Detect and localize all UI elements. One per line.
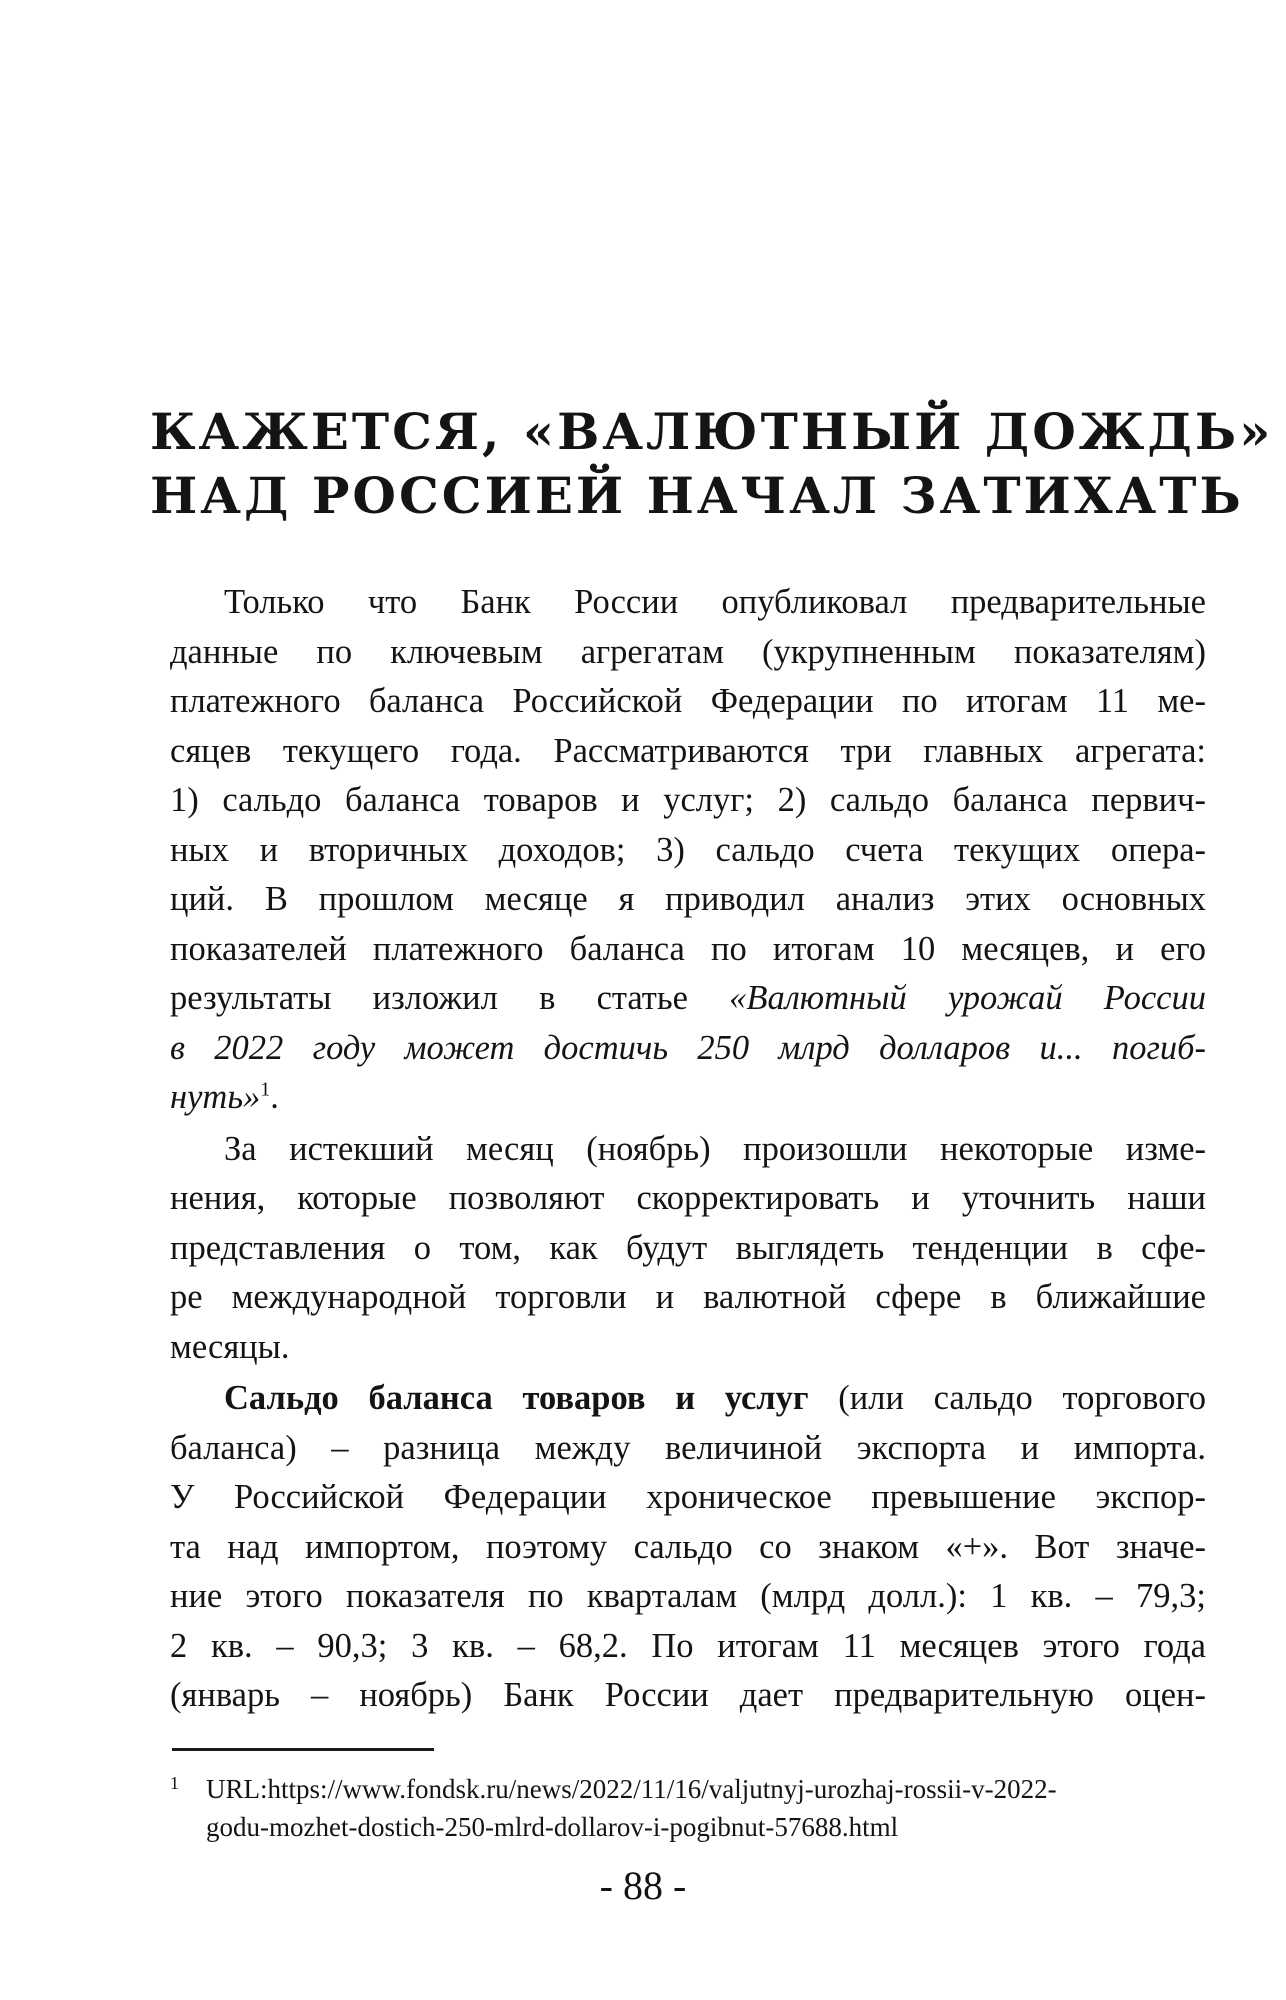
text-line: (январь – ноябрь) Банк России дает предварительную оцен- xyxy=(170,1676,1206,1714)
text-fragment: . xyxy=(270,1078,279,1116)
text-line: ние этого показателя по кварталам (млрд долл.): 1 кв. – 79,3; xyxy=(170,1577,1206,1615)
chapter-title xyxy=(150,400,1274,528)
footnote-url-part-1: URL:https://www.fondsk.ru/news/2022/11/16/valjutnyj-urozhaj-rossii-v-2022- xyxy=(206,1774,1057,1804)
text-line: платежного баланса Российской Федерации по итогам 11 ме- xyxy=(170,682,1206,720)
text-line xyxy=(170,974,1206,1024)
text-line xyxy=(170,1374,1206,1424)
text-line: показателей платежного баланса по итогам 10 месяцев, и его xyxy=(170,929,1206,968)
footnote-url-part-2: godu-mozhet-dostich-250-mlrd-dollarov-i-pogibnut-57688.html xyxy=(206,1812,899,1842)
article-title-italic: «Валютный урожай России xyxy=(729,979,1206,1017)
text-line: 1) сальдо баланса товаров и услуг; 2) сальдо баланса первич- xyxy=(170,781,1206,819)
body-text xyxy=(170,578,1206,1721)
text-line: У Российской Федерации хроническое превышение экспор- xyxy=(170,1478,1206,1516)
article-title-italic: нуть» xyxy=(170,1078,261,1116)
chapter-title-line-2: НАД РОССИЕЙ НАЧАЛ ЗАТИХАТЬ xyxy=(150,466,1244,525)
text-line: 2 кв. – 90,3; 3 кв. – 68,2. По итогам 11 месяцев этого года xyxy=(170,1626,1206,1665)
text-line xyxy=(170,1073,1206,1123)
footnote-divider xyxy=(172,1748,434,1751)
text-line: Только что Банк России опубликовал предварительные xyxy=(224,583,1206,621)
text-line: За истекший месяц (ноябрь) произошли некоторые изме- xyxy=(224,1129,1206,1168)
text-line: ций. В прошлом месяце я приводил анализ этих основных xyxy=(170,880,1206,918)
text-fragment: результаты изложил в статье xyxy=(170,979,730,1017)
text-line: баланса) – разница между величиной экспорта и импорта. xyxy=(170,1428,1206,1467)
text-line: ре международной торговли и валютной сфере в ближайшие xyxy=(170,1278,1206,1316)
text-fragment: (или сальдо торгового xyxy=(808,1379,1206,1417)
chapter-title-line-1: КАЖЕТСЯ, «ВАЛЮТНЫЙ ДОЖДЬ» xyxy=(150,402,1274,461)
article-title-italic: в 2022 году может достичь 250 млрд долларов и... погиб- xyxy=(170,1028,1206,1067)
text-line: ных и вторичных доходов; 3) сальдо счета текущих опера- xyxy=(170,830,1206,869)
text-line: сяцев текущего года. Рассматриваются три главных агрегата: xyxy=(170,731,1206,770)
bold-term: Сальдо баланса товаров и услуг xyxy=(224,1379,809,1417)
text-line: та над импортом, поэтому сальдо со знаком «+». Вот значе- xyxy=(170,1527,1206,1566)
paragraph-3 xyxy=(170,1374,1206,1721)
paragraph-2 xyxy=(170,1125,1206,1373)
footnote-number: 1 xyxy=(170,1773,179,1793)
page-number: - 88 - xyxy=(599,1863,687,1908)
footnote-line xyxy=(170,1764,1200,1808)
footnote-reference: 1 xyxy=(260,1078,271,1101)
text-line: данные по ключевым агрегатам (укрупненным показателям) xyxy=(170,632,1206,671)
text-line xyxy=(170,1024,1206,1074)
paragraph-1 xyxy=(170,578,1206,1123)
text-line: месяцы. xyxy=(170,1327,290,1366)
footnote xyxy=(170,1764,1200,1846)
text-line: нения, которые позволяют скорректировать и уточнить наши xyxy=(170,1179,1206,1217)
text-line: представления о том, как будут выглядеть тенденции в сфе- xyxy=(170,1228,1206,1267)
